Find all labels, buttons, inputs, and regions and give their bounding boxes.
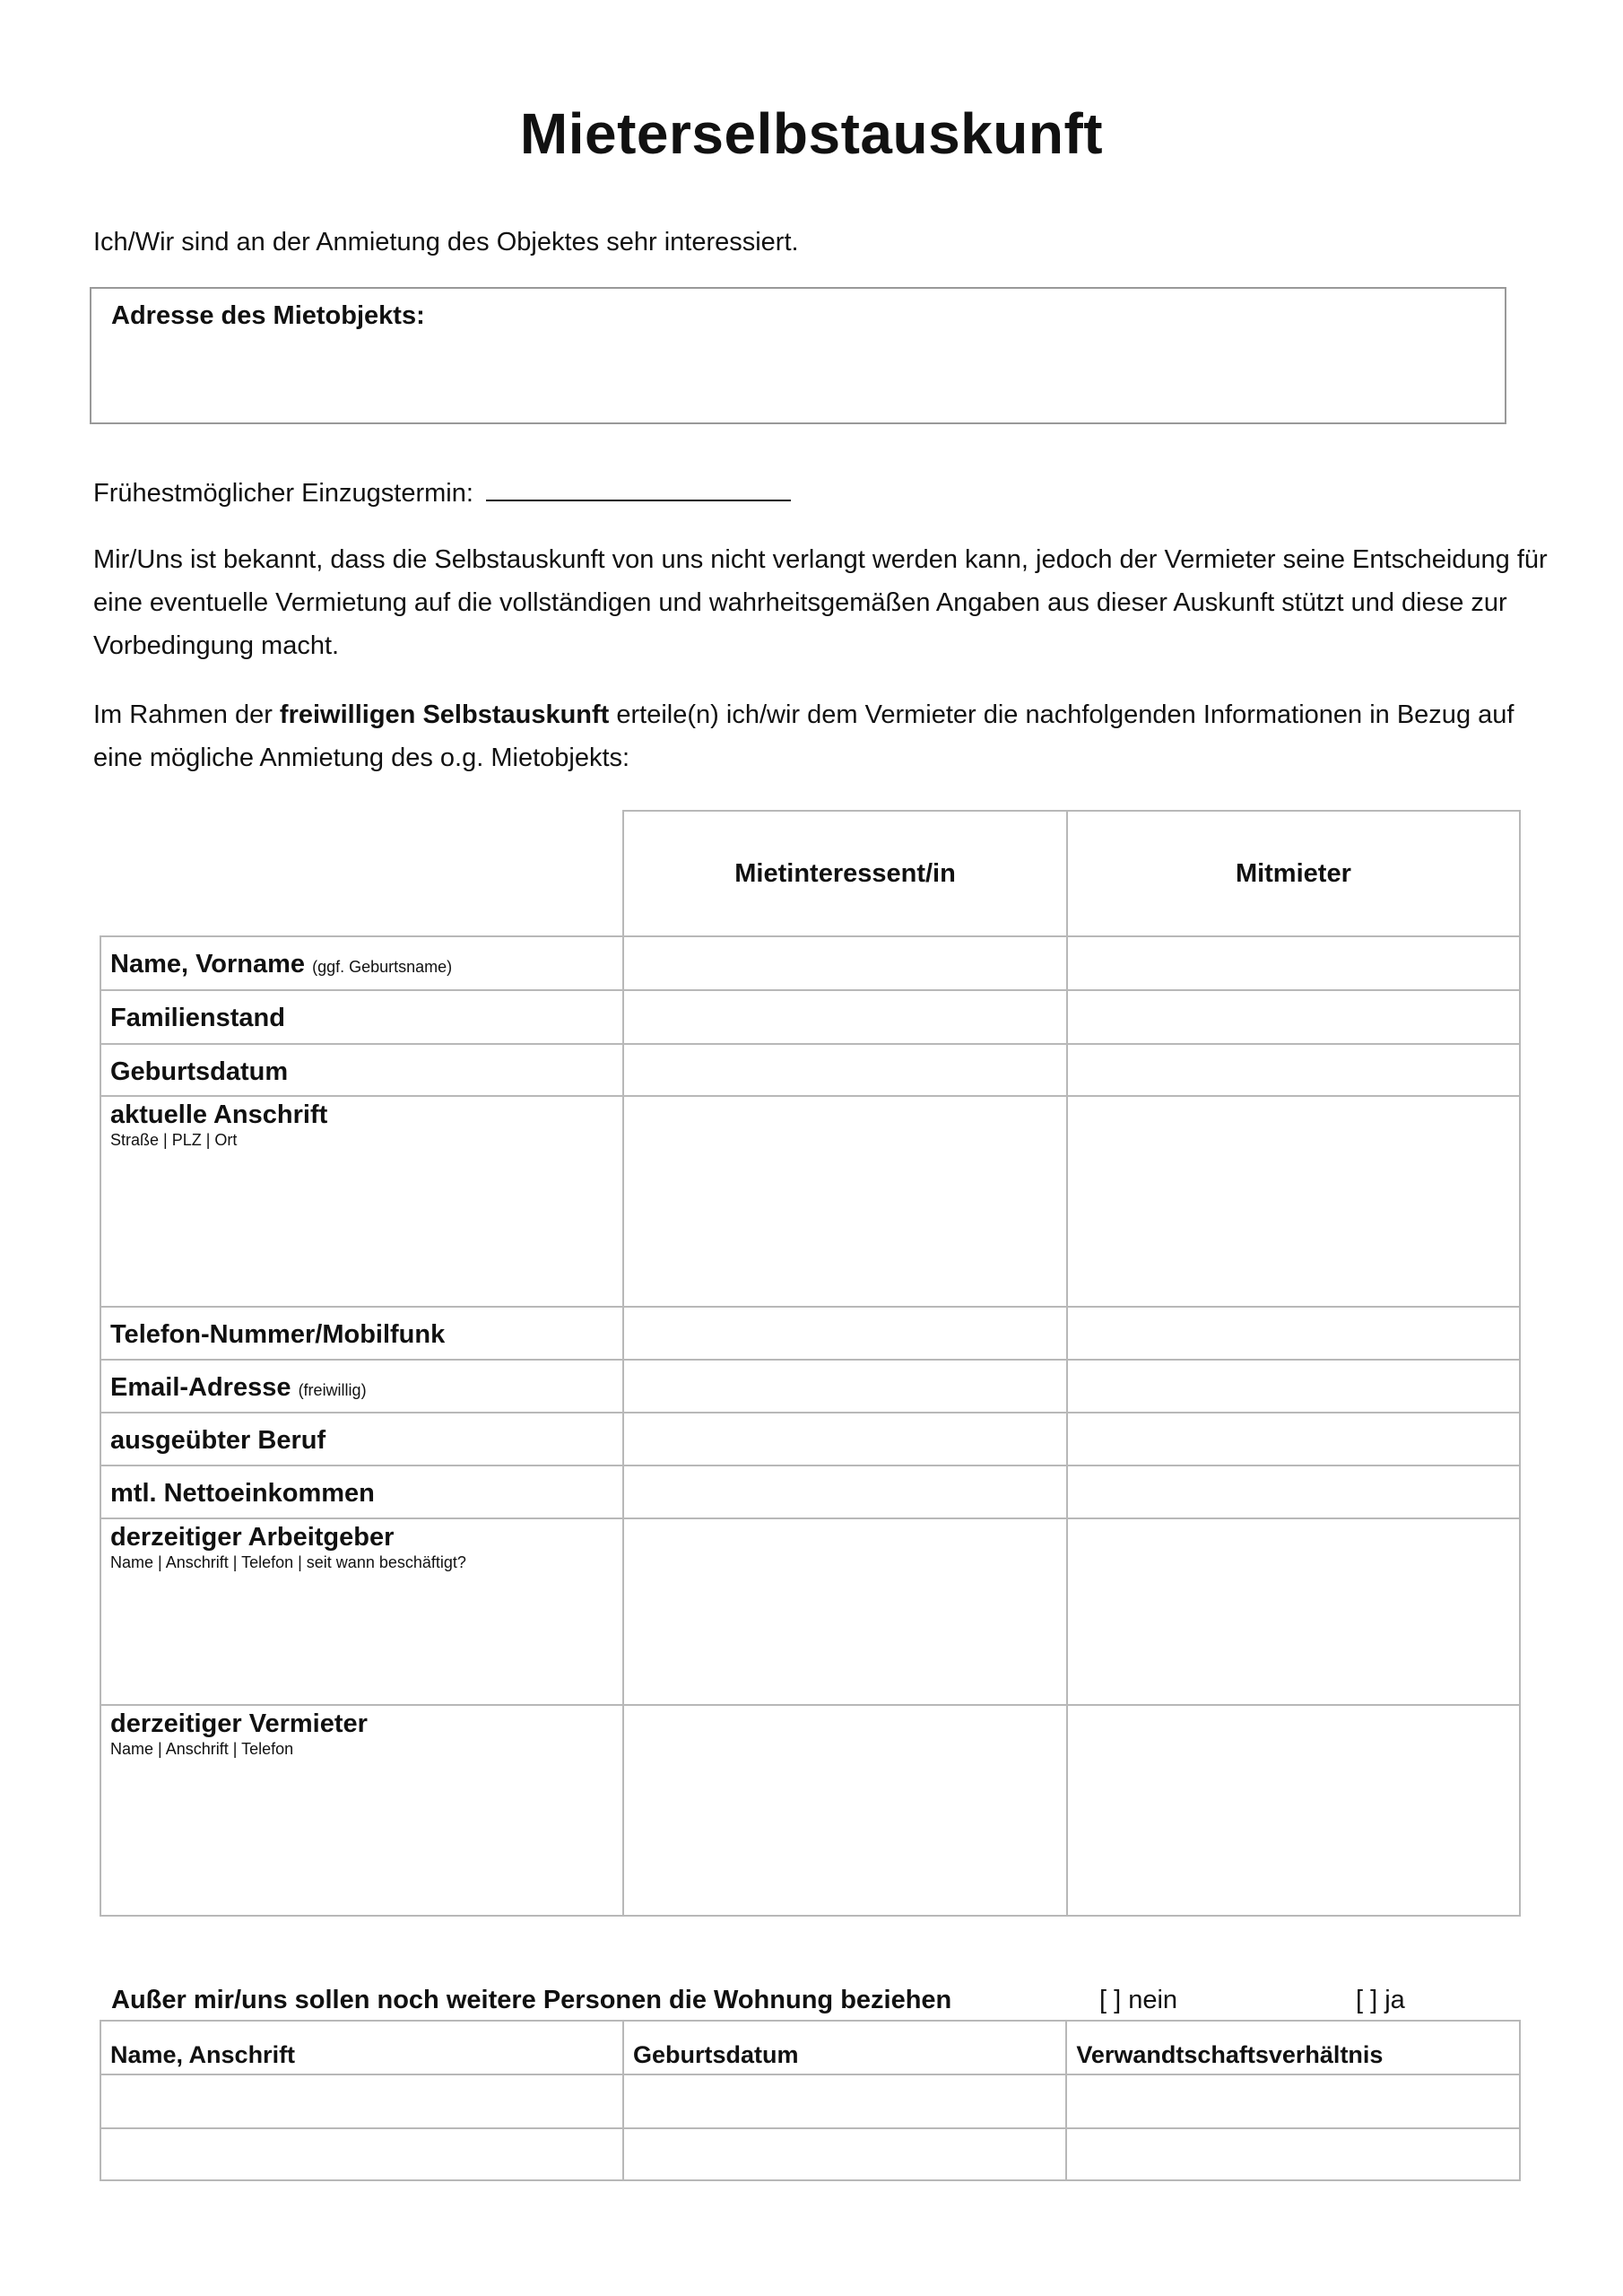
row-label-subtext: Name | Anschrift | Telefon bbox=[110, 1740, 294, 1758]
table-row bbox=[100, 2128, 1520, 2180]
applicant-address-field[interactable] bbox=[623, 1096, 1066, 1307]
co-tenant-phone-field[interactable] bbox=[1067, 1307, 1520, 1360]
person-relationship-field[interactable] bbox=[1066, 2128, 1520, 2180]
row-label-text: derzeitiger Vermieter bbox=[110, 1709, 368, 1738]
applicant-info-table bbox=[100, 810, 1521, 1917]
column-header-birthdate: Geburtsdatum bbox=[623, 2021, 1066, 2074]
row-label-phone: Telefon-Nummer/Mobilfunk bbox=[100, 1307, 623, 1360]
move-in-row bbox=[93, 472, 1564, 515]
row-label-marital-status: Familienstand bbox=[100, 990, 623, 1044]
row-label-text: aktuelle Anschrift bbox=[110, 1100, 328, 1129]
disclaimer-paragraph: Mir/Uns ist bekannt, dass die Selbstauskunft von uns nicht verlangt werden kann, jedoch der Vermieter seine Entscheidung für eine eventuelle Vermietung auf die vollständigen und wahrheitsgemäßen Angaben aus dieser Auskunft stützt und diese zur Vorbedingung macht. bbox=[93, 545, 1548, 660]
applicant-birthdate-field[interactable] bbox=[623, 1044, 1066, 1096]
consent-paragraph bbox=[93, 693, 1564, 779]
person-name-field[interactable] bbox=[100, 2074, 623, 2128]
further-persons-text: Außer mir/uns sollen noch weitere Personen die Wohnung beziehen bbox=[111, 1986, 952, 2014]
row-label-name bbox=[100, 936, 623, 990]
consent-text-end: erteile(n) ich/wir dem Vermieter die nachfolgenden Informationen in Bezug auf eine mögliche Anmietung des o.g. Mietobjekts: bbox=[93, 700, 1515, 772]
row-label-landlord bbox=[100, 1705, 623, 1916]
option-yes-checkbox[interactable]: [ ] ja bbox=[1356, 1986, 1405, 2014]
co-tenant-birthdate-field[interactable] bbox=[1067, 1044, 1520, 1096]
address-label: Adresse des Mietobjekts: bbox=[111, 301, 425, 330]
intro-text: Ich/Wir sind an der Anmietung des Objektes sehr interessiert. bbox=[93, 228, 799, 257]
row-label-email bbox=[100, 1360, 623, 1413]
applicant-email-field[interactable] bbox=[623, 1360, 1066, 1413]
co-tenant-email-field[interactable] bbox=[1067, 1360, 1520, 1413]
applicant-employer-field[interactable] bbox=[623, 1518, 1066, 1705]
row-label-income: mtl. Nettoeinkommen bbox=[100, 1465, 623, 1518]
row-label-text: Email-Adresse bbox=[110, 1373, 291, 1402]
co-tenant-name-field[interactable] bbox=[1067, 936, 1520, 990]
move-in-date-field[interactable] bbox=[486, 473, 791, 501]
row-label-text: derzeitiger Arbeitgeber bbox=[110, 1523, 395, 1552]
page-title: Mieterselbstauskunft bbox=[519, 101, 1104, 166]
further-persons-table bbox=[100, 2020, 1521, 2181]
move-in-label: Frühestmöglicher Einzugstermin: bbox=[93, 479, 473, 508]
option-no-checkbox[interactable]: [ ] nein bbox=[1099, 1986, 1178, 2014]
table-row bbox=[100, 1413, 1520, 1465]
table-header-row bbox=[100, 2021, 1520, 2074]
applicant-marital-status-field[interactable] bbox=[623, 990, 1066, 1044]
person-name-field[interactable] bbox=[100, 2128, 623, 2180]
table-row bbox=[100, 1465, 1520, 1518]
co-tenant-income-field[interactable] bbox=[1067, 1465, 1520, 1518]
address-field[interactable] bbox=[90, 287, 1506, 424]
co-tenant-profession-field[interactable] bbox=[1067, 1413, 1520, 1465]
table-header-row bbox=[100, 811, 1520, 936]
further-persons-question bbox=[111, 1986, 1519, 2015]
table-row bbox=[100, 1705, 1520, 1916]
co-tenant-marital-status-field[interactable] bbox=[1067, 990, 1520, 1044]
table-row bbox=[100, 1307, 1520, 1360]
row-label-subtext: Straße | PLZ | Ort bbox=[110, 1131, 238, 1149]
row-label-note: (freiwillig) bbox=[298, 1381, 367, 1399]
person-birthdate-field[interactable] bbox=[623, 2074, 1066, 2128]
co-tenant-employer-field[interactable] bbox=[1067, 1518, 1520, 1705]
column-header-relationship: Verwandtschaftsverhältnis bbox=[1066, 2021, 1520, 2074]
applicant-income-field[interactable] bbox=[623, 1465, 1066, 1518]
table-row bbox=[100, 2074, 1520, 2128]
applicant-profession-field[interactable] bbox=[623, 1413, 1066, 1465]
column-header-name-address: Name, Anschrift bbox=[100, 2021, 623, 2074]
table-row bbox=[100, 1044, 1520, 1096]
row-label-note: (ggf. Geburtsname) bbox=[312, 958, 453, 976]
consent-text-start: Im Rahmen der bbox=[93, 700, 280, 729]
co-tenant-address-field[interactable] bbox=[1067, 1096, 1520, 1307]
table-row bbox=[100, 1518, 1520, 1705]
row-label-employer bbox=[100, 1518, 623, 1705]
applicant-phone-field[interactable] bbox=[623, 1307, 1066, 1360]
person-relationship-field[interactable] bbox=[1066, 2074, 1520, 2128]
row-label-profession: ausgeübter Beruf bbox=[100, 1413, 623, 1465]
empty-header-cell bbox=[100, 811, 623, 936]
applicant-name-field[interactable] bbox=[623, 936, 1066, 990]
person-birthdate-field[interactable] bbox=[623, 2128, 1066, 2180]
table-row bbox=[100, 936, 1520, 990]
row-label-birthdate: Geburtsdatum bbox=[100, 1044, 623, 1096]
applicant-landlord-field[interactable] bbox=[623, 1705, 1066, 1916]
table-row bbox=[100, 1360, 1520, 1413]
column-header-applicant: Mietinteressent/in bbox=[623, 811, 1066, 936]
column-header-co-tenant: Mitmieter bbox=[1067, 811, 1520, 936]
consent-text-bold: freiwilligen Selbstauskunft bbox=[279, 700, 610, 729]
row-label-text: Name, Vorname bbox=[110, 950, 306, 978]
row-label-subtext: Name | Anschrift | Telefon | seit wann beschäftigt? bbox=[110, 1553, 466, 1571]
table-row bbox=[100, 1096, 1520, 1307]
co-tenant-landlord-field[interactable] bbox=[1067, 1705, 1520, 1916]
row-label-address bbox=[100, 1096, 623, 1307]
table-row bbox=[100, 990, 1520, 1044]
